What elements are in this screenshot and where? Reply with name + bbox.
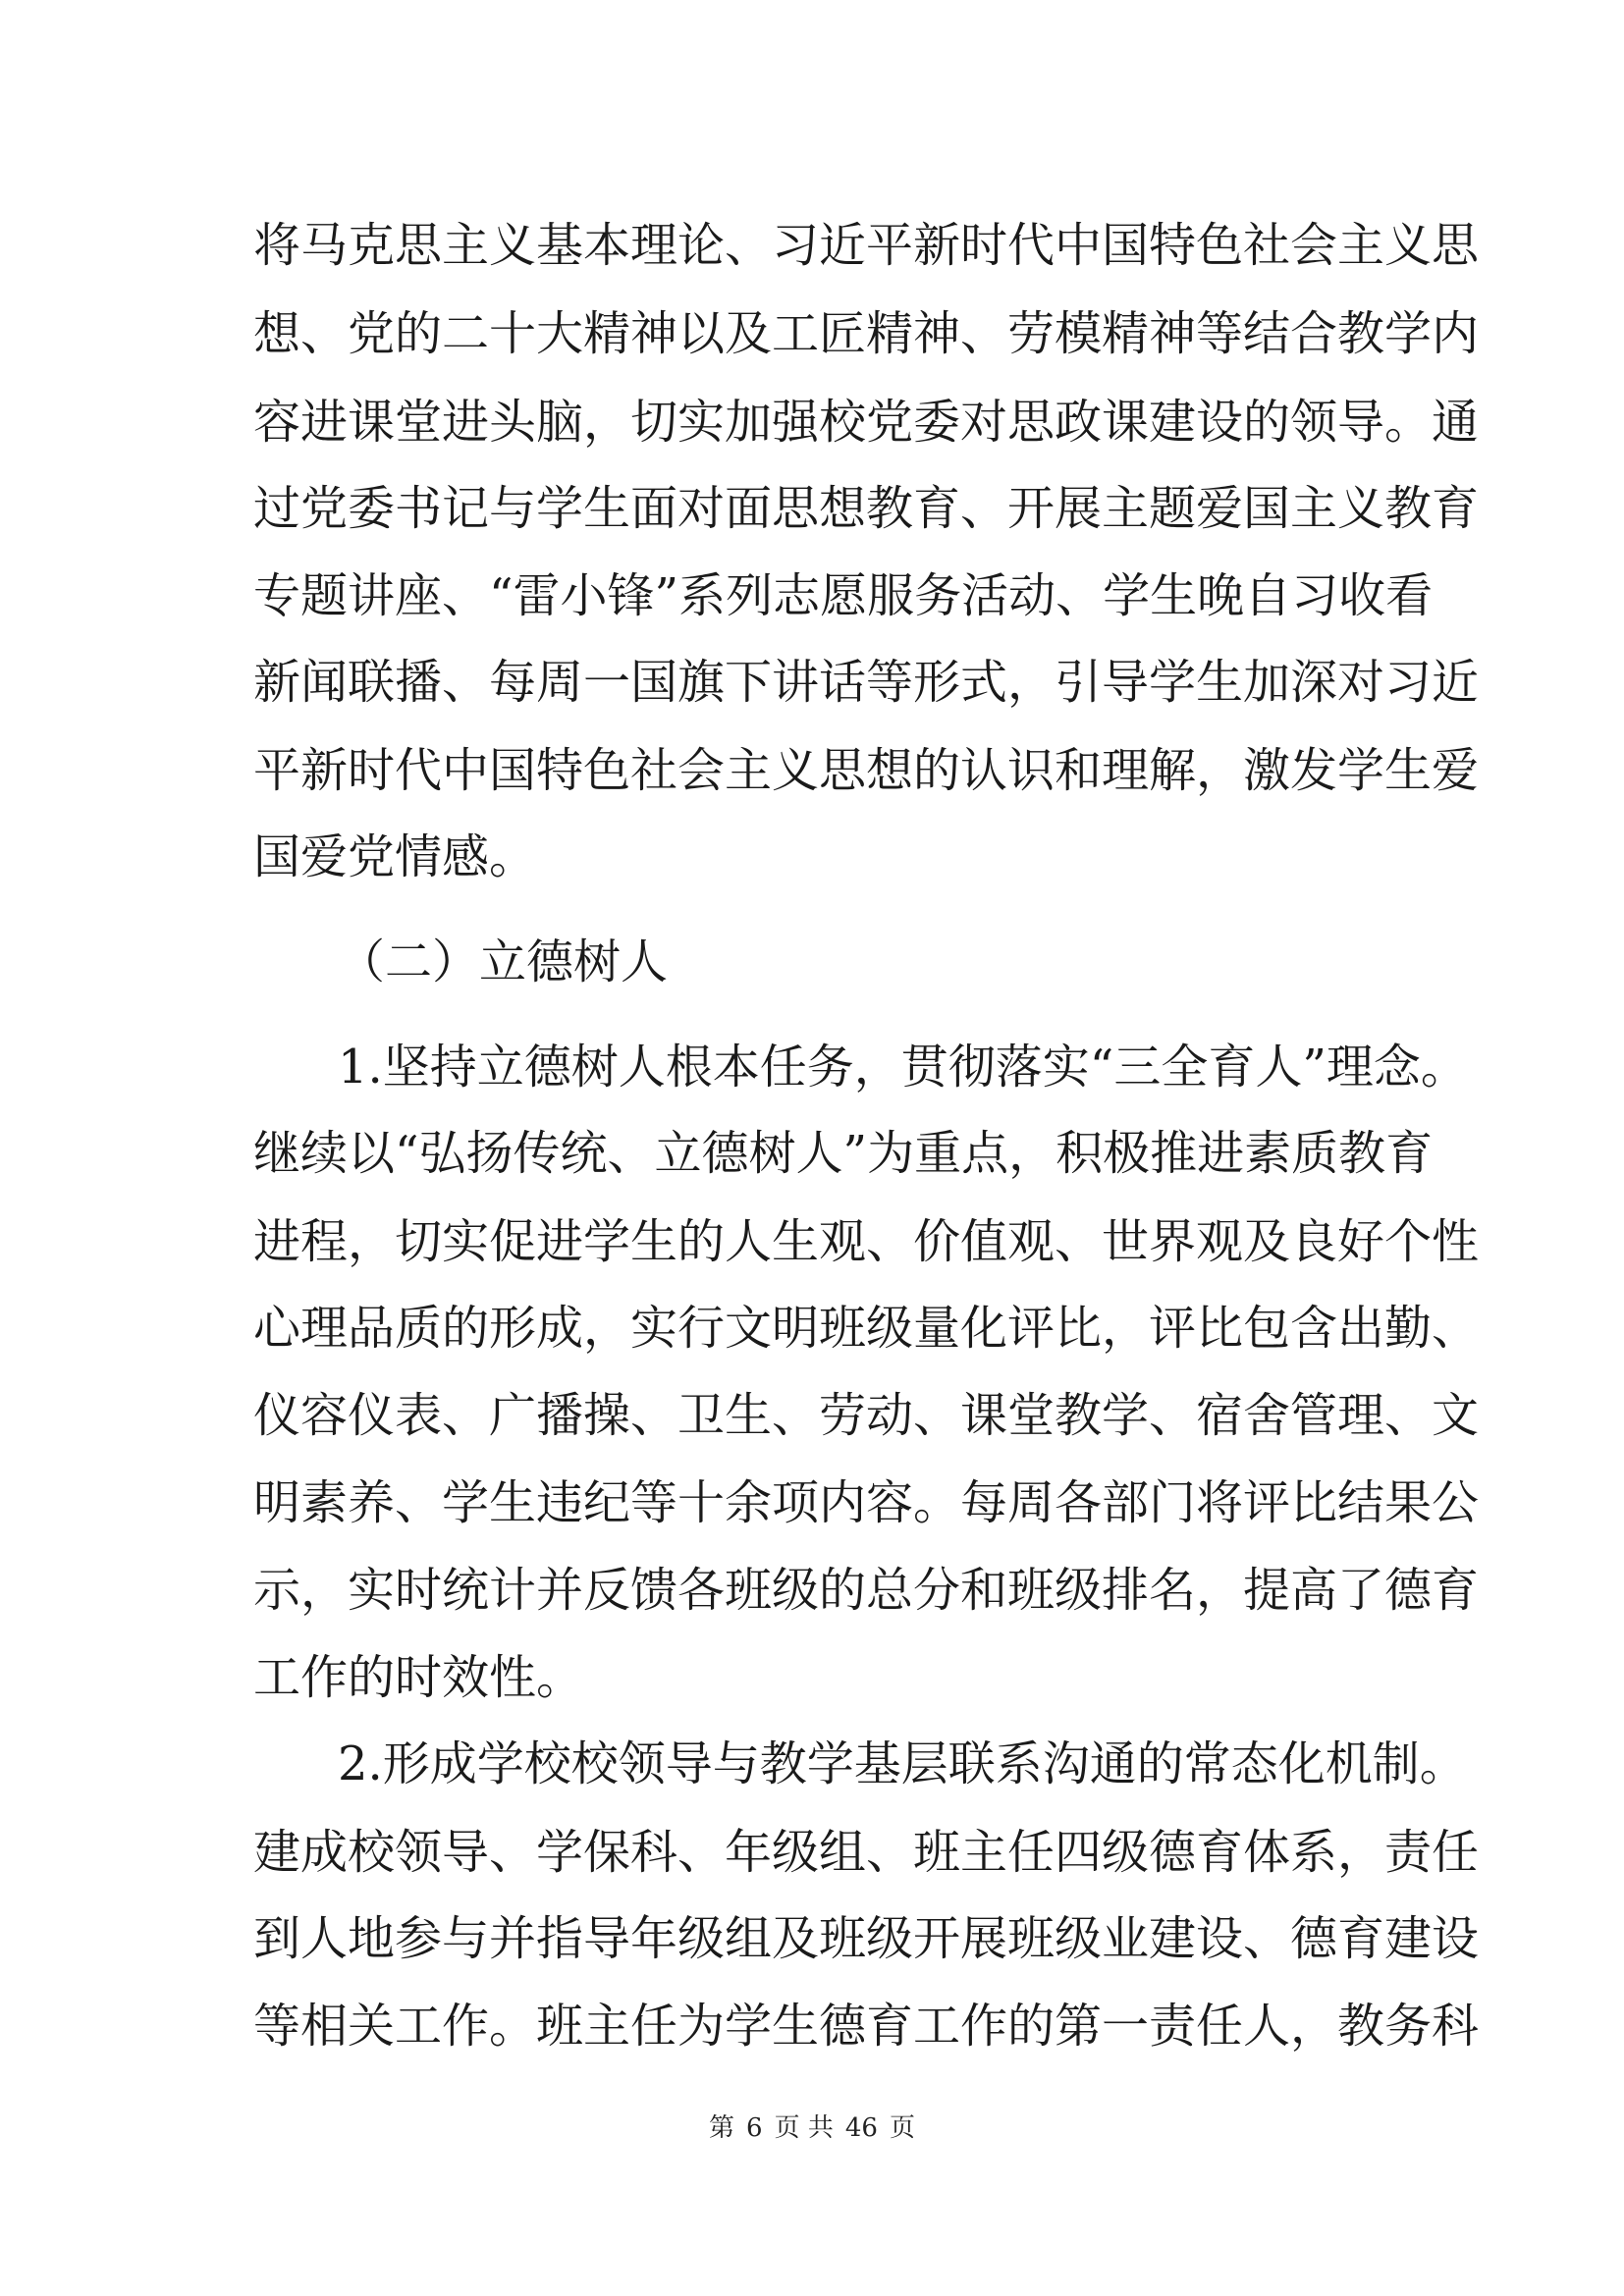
paragraph-line: 等相关工作。班主任为学生德育工作的第一责任人，教务科 [253,1999,1480,2054]
paragraph-line: 心理品质的形成，实行文明班级量化评比，评比包含出勤、 [253,1301,1480,1356]
current-page-number: 6 [746,2113,763,2143]
paragraph-line: 想、党的二十大精神以及工匠精神、劳模精神等结合教学内 [253,306,1480,361]
paragraph-line: 1.坚持立德树人根本任务，贯彻落实“三全育人”理念。 [338,1040,1468,1095]
paragraph-line: 继续以“弘扬传统、立德树人”为重点，积极推进素质教育 [253,1126,1434,1181]
paragraph-line: 明素养、学生违纪等十余项内容。每周各部门将评比结果公 [253,1475,1480,1530]
paragraph-line: 工作的时效性。 [253,1650,584,1705]
paragraph-line: 容进课堂进头脑，切实加强校党委对思政课建设的领导。通 [253,395,1480,450]
paragraph-line: 2.形成学校校领导与教学基层联系沟通的常态化机制。 [338,1736,1467,1791]
paragraph-line: 新闻联播、每周一国旗下讲话等形式，引导学生加深对习近 [253,655,1480,710]
paragraph-line: 将马克思主义基本理论、习近平新时代中国特色社会主义思 [253,218,1480,273]
paragraph-line: 示，实时统计并反馈各班级的总分和班级排名，提高了德育 [253,1563,1480,1618]
footer-prefix: 第 [709,2113,735,2143]
page-footer [0,2109,1624,2148]
total-page-count: 46 [844,2113,878,2143]
paragraph-line: 国爱党情感。 [253,829,537,884]
paragraph-line: 进程，切实促进学生的人生观、价值观、世界观及良好个性 [253,1214,1480,1269]
footer-suffix: 页 [889,2113,915,2143]
section-heading: （二）立德树人 [338,934,669,989]
footer-middle: 页 共 [774,2113,834,2143]
paragraph-line: 仪容仪表、广播操、卫生、劳动、课堂教学、宿舍管理、文 [253,1388,1480,1443]
paragraph-line: 过党委书记与学生面对面思想教育、开展主题爱国主义教育 [253,481,1480,536]
paragraph-line: 专题讲座、“雷小锋”系列志愿服务活动、学生晚自习收看 [253,568,1434,623]
paragraph-line: 建成校领导、学保科、年级组、班主任四级德育体系，责任 [253,1825,1480,1880]
paragraph-line: 平新时代中国特色社会主义思想的认识和理解，激发学生爱 [253,743,1480,798]
paragraph-line: 到人地参与并指导年级组及班级开展班级业建设、德育建设 [253,1911,1480,1966]
